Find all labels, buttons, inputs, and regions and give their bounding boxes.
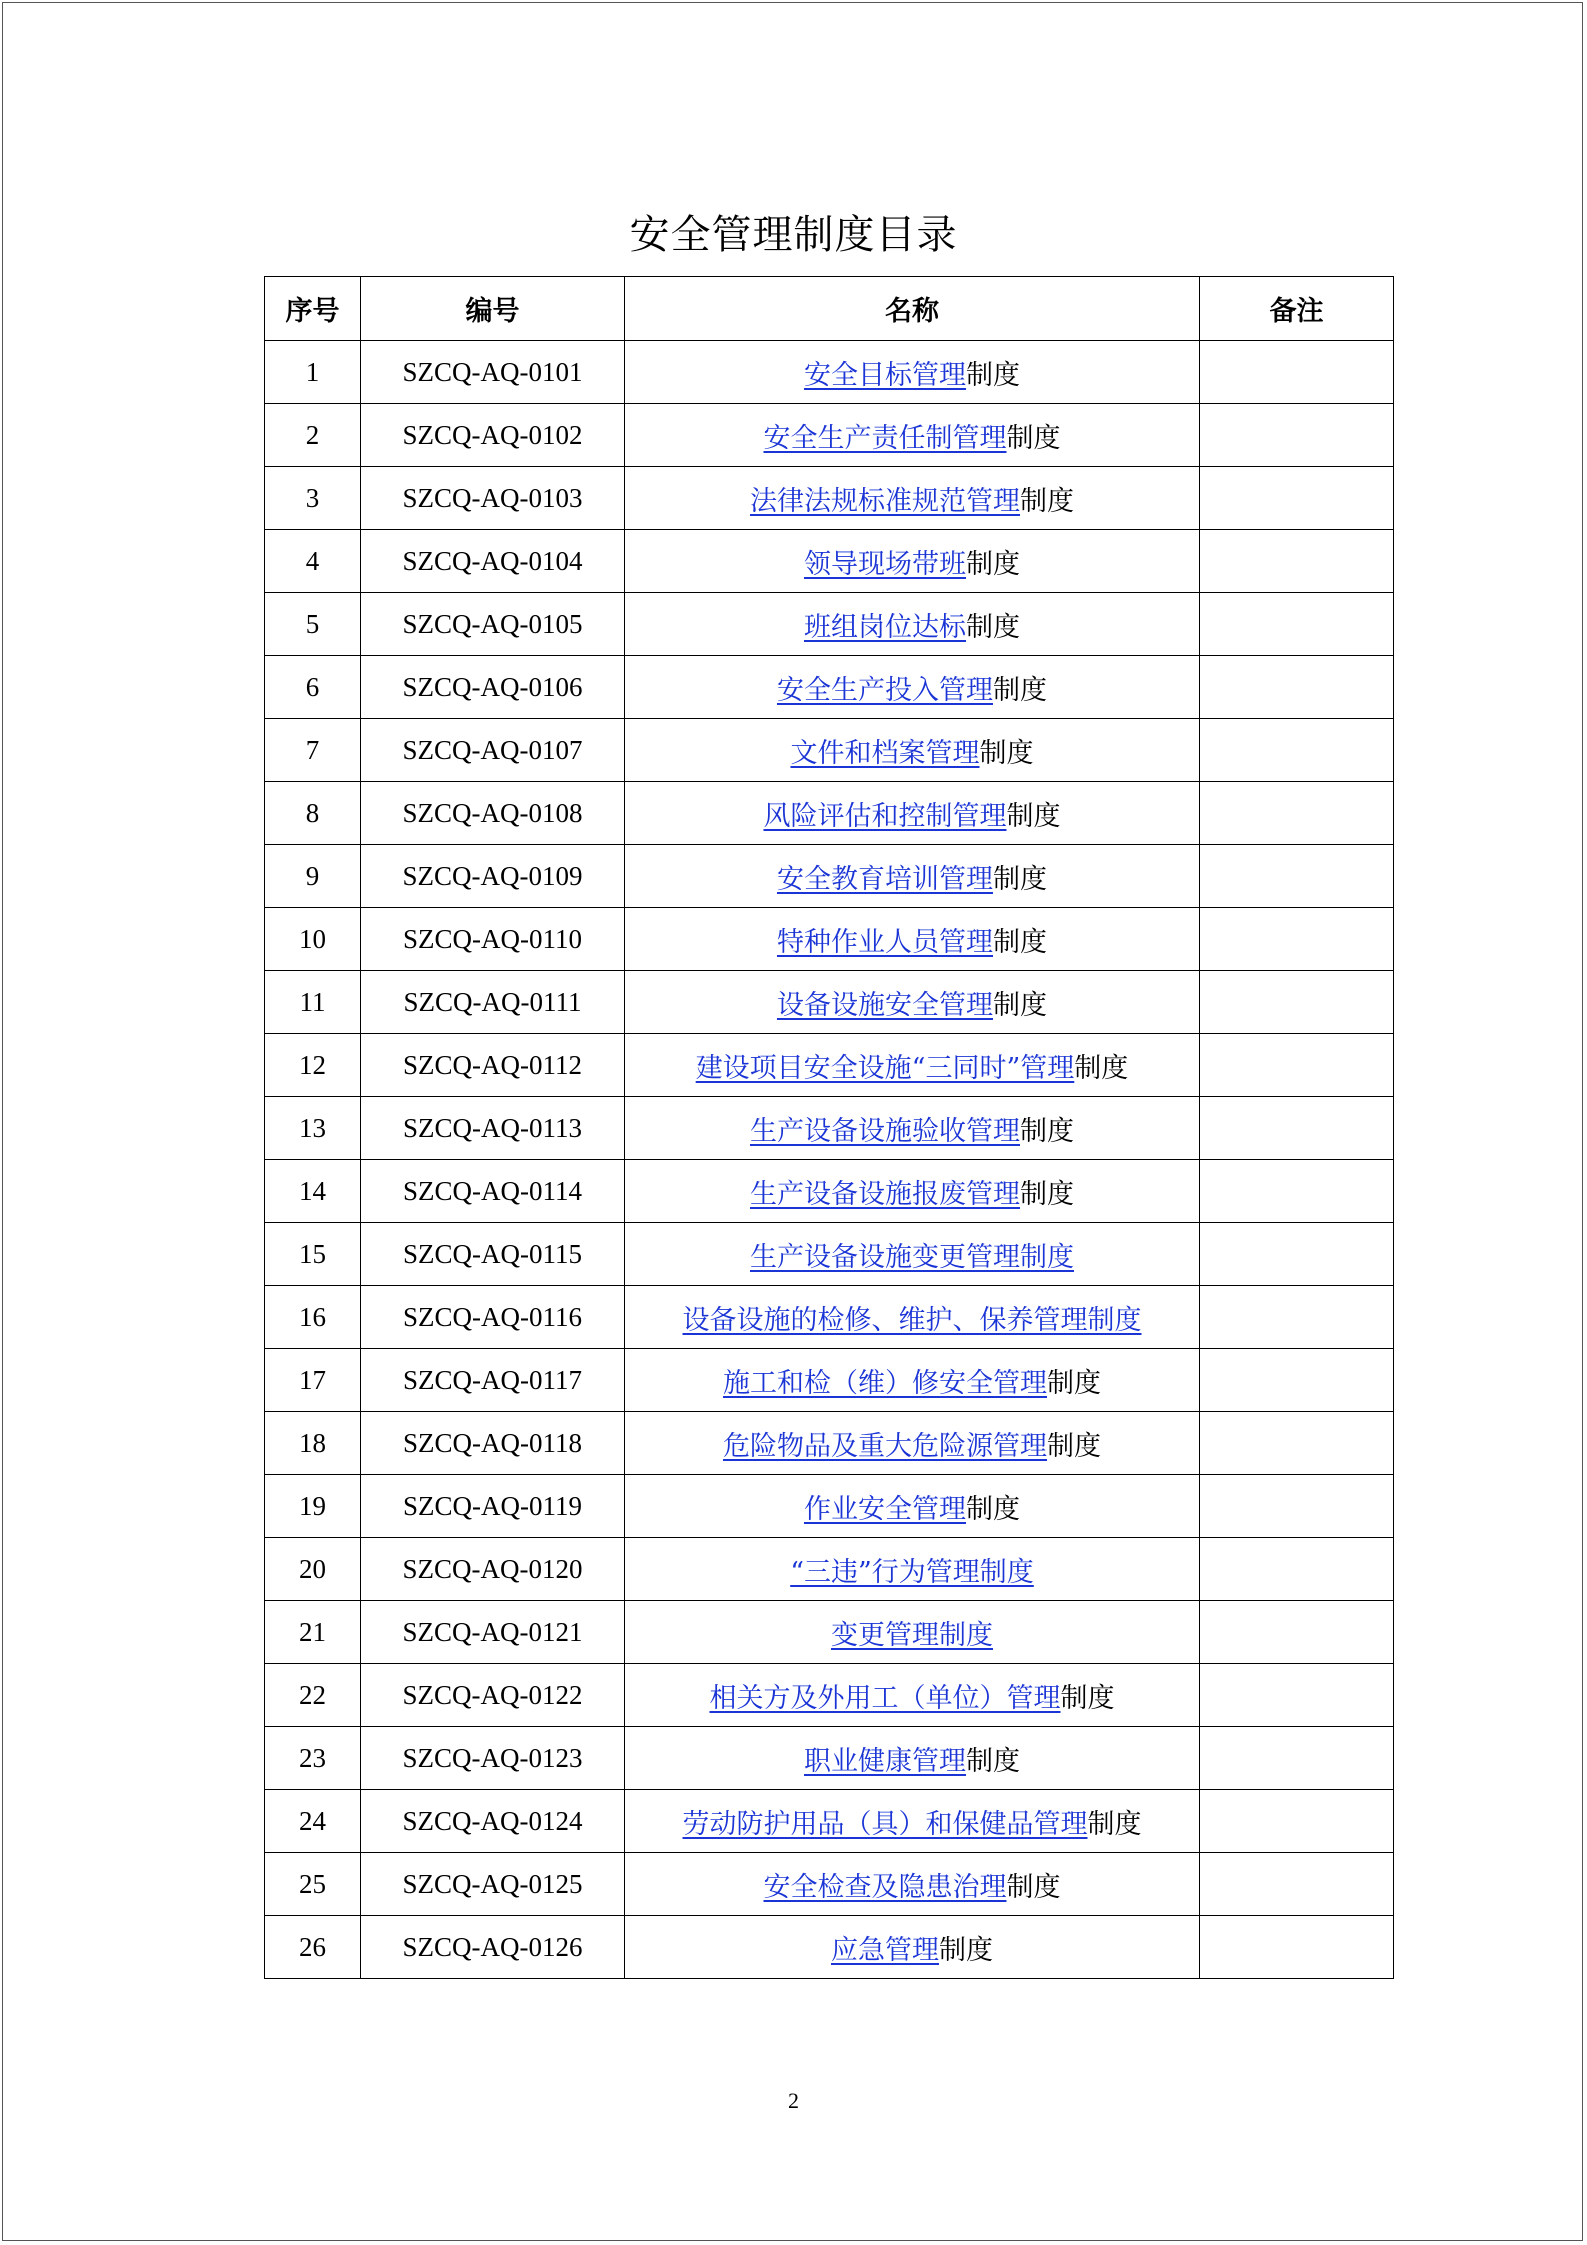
table-row	[265, 1034, 1394, 1097]
row-remarks	[1200, 656, 1394, 719]
row-code: SZCQ-AQ-0106	[361, 656, 625, 719]
row-serial: 17	[265, 1349, 361, 1412]
row-serial: 7	[265, 719, 361, 782]
header-name: 名称	[625, 277, 1200, 341]
row-code: SZCQ-AQ-0107	[361, 719, 625, 782]
regulation-suffix: 制度	[979, 737, 1034, 769]
row-serial: 14	[265, 1160, 361, 1223]
row-remarks	[1200, 1034, 1394, 1097]
row-remarks	[1200, 1097, 1394, 1160]
regulation-link[interactable]: 领导现场带班	[804, 548, 966, 580]
row-code: SZCQ-AQ-0113	[361, 1097, 625, 1160]
header-serial: 序号	[265, 277, 361, 341]
row-code: SZCQ-AQ-0112	[361, 1034, 625, 1097]
row-remarks	[1200, 1601, 1394, 1664]
row-remarks	[1200, 1538, 1394, 1601]
regulation-suffix: 制度	[1020, 1178, 1074, 1210]
row-serial: 4	[265, 530, 361, 593]
regulation-link[interactable]: 作业安全管理	[804, 1493, 966, 1525]
row-code: SZCQ-AQ-0103	[361, 467, 625, 530]
row-name	[625, 1727, 1200, 1790]
row-name	[625, 593, 1200, 656]
row-name	[625, 1160, 1200, 1223]
regulation-suffix: 制度	[1006, 1871, 1061, 1903]
regulation-link[interactable]: 设备设施的检修、维护、保养管理制度	[682, 1304, 1142, 1336]
row-code: SZCQ-AQ-0125	[361, 1853, 625, 1916]
row-name	[625, 1790, 1200, 1853]
row-serial: 16	[265, 1286, 361, 1349]
table-row	[265, 1223, 1394, 1286]
table-row	[265, 1160, 1394, 1223]
table-row	[265, 467, 1394, 530]
regulation-link[interactable]: 建设项目安全设施“三同时”管理	[695, 1052, 1075, 1084]
row-remarks	[1200, 1412, 1394, 1475]
table-row	[265, 782, 1394, 845]
row-serial: 24	[265, 1790, 361, 1853]
page-title: 安全管理制度目录	[629, 212, 958, 258]
table-row	[265, 1538, 1394, 1601]
row-code: SZCQ-AQ-0119	[361, 1475, 625, 1538]
row-code: SZCQ-AQ-0126	[361, 1916, 625, 1979]
table-row	[265, 1412, 1394, 1475]
regulation-link[interactable]: 生产设备设施报废管理	[750, 1178, 1020, 1210]
regulation-link[interactable]: 相关方及外用工（单位）管理	[709, 1682, 1061, 1714]
row-code: SZCQ-AQ-0111	[361, 971, 625, 1034]
row-name	[625, 1601, 1200, 1664]
table-row	[265, 1790, 1394, 1853]
regulation-suffix: 制度	[993, 674, 1047, 706]
table-row	[265, 341, 1394, 404]
regulation-suffix: 制度	[966, 1745, 1020, 1777]
regulation-link[interactable]: 应急管理	[831, 1934, 939, 1966]
row-name	[625, 971, 1200, 1034]
regulation-suffix: 制度	[966, 359, 1020, 391]
regulation-suffix: 制度	[966, 611, 1020, 643]
regulation-suffix: 制度	[993, 989, 1047, 1021]
regulation-link[interactable]: 安全检查及隐患治理	[763, 1871, 1007, 1903]
header-remarks: 备注	[1200, 277, 1394, 341]
header-code: 编号	[361, 277, 625, 341]
row-name	[625, 341, 1200, 404]
regulation-link[interactable]: 安全目标管理	[804, 359, 966, 391]
row-remarks	[1200, 1160, 1394, 1223]
row-serial: 20	[265, 1538, 361, 1601]
table-row	[265, 656, 1394, 719]
row-remarks	[1200, 1916, 1394, 1979]
row-serial: 9	[265, 845, 361, 908]
regulation-suffix: 制度	[1047, 1430, 1101, 1462]
row-remarks	[1200, 1286, 1394, 1349]
regulation-link[interactable]: 生产设备设施验收管理	[750, 1115, 1020, 1147]
row-name	[625, 1853, 1200, 1916]
row-name	[625, 1034, 1200, 1097]
row-serial: 22	[265, 1664, 361, 1727]
row-serial: 10	[265, 908, 361, 971]
row-name	[625, 782, 1200, 845]
regulation-link[interactable]: 班组岗位达标	[804, 611, 966, 643]
row-serial: 15	[265, 1223, 361, 1286]
row-code: SZCQ-AQ-0118	[361, 1412, 625, 1475]
row-remarks	[1200, 593, 1394, 656]
regulation-link[interactable]: 职业健康管理	[804, 1745, 966, 1777]
table-row	[265, 530, 1394, 593]
row-code: SZCQ-AQ-0117	[361, 1349, 625, 1412]
table-row	[265, 1475, 1394, 1538]
row-code: SZCQ-AQ-0122	[361, 1664, 625, 1727]
regulations-table	[264, 276, 1394, 1979]
regulation-link[interactable]: 特种作业人员管理	[777, 926, 993, 958]
row-code: SZCQ-AQ-0114	[361, 1160, 625, 1223]
row-name	[625, 1538, 1200, 1601]
table-row	[265, 1916, 1394, 1979]
regulation-suffix: 制度	[993, 926, 1047, 958]
regulation-suffix: 制度	[1047, 1367, 1101, 1399]
regulation-suffix: 制度	[966, 1493, 1020, 1525]
regulation-link[interactable]: 生产设备设施变更管理制度	[750, 1241, 1074, 1273]
row-remarks	[1200, 971, 1394, 1034]
row-remarks	[1200, 530, 1394, 593]
regulation-suffix: 制度	[1074, 1052, 1129, 1084]
regulation-link[interactable]: “三违”行为管理制度	[790, 1556, 1034, 1588]
regulation-suffix: 制度	[1060, 1682, 1115, 1714]
row-code: SZCQ-AQ-0120	[361, 1538, 625, 1601]
row-code: SZCQ-AQ-0104	[361, 530, 625, 593]
row-name	[625, 1475, 1200, 1538]
table-row	[265, 908, 1394, 971]
row-name	[625, 719, 1200, 782]
table-row	[265, 593, 1394, 656]
regulation-link[interactable]: 安全生产责任制管理	[763, 422, 1007, 454]
regulation-suffix: 制度	[1020, 1115, 1074, 1147]
row-serial: 21	[265, 1601, 361, 1664]
row-code: SZCQ-AQ-0102	[361, 404, 625, 467]
regulation-suffix: 制度	[939, 1934, 993, 1966]
row-serial: 12	[265, 1034, 361, 1097]
row-remarks	[1200, 1790, 1394, 1853]
row-serial: 1	[265, 341, 361, 404]
row-remarks	[1200, 1475, 1394, 1538]
regulation-suffix: 制度	[966, 548, 1020, 580]
row-code: SZCQ-AQ-0105	[361, 593, 625, 656]
row-name	[625, 1412, 1200, 1475]
regulation-suffix: 制度	[1020, 485, 1074, 517]
row-name	[625, 656, 1200, 719]
row-name	[625, 908, 1200, 971]
regulation-link[interactable]: 风险评估和控制管理	[763, 800, 1007, 832]
regulation-suffix: 制度	[1087, 1808, 1142, 1840]
row-code: SZCQ-AQ-0108	[361, 782, 625, 845]
row-name	[625, 1223, 1200, 1286]
table-row	[265, 1349, 1394, 1412]
table-row	[265, 1286, 1394, 1349]
table-row	[265, 404, 1394, 467]
row-remarks	[1200, 1664, 1394, 1727]
regulation-link[interactable]: 劳动防护用品（具）和保健品管理	[682, 1808, 1088, 1840]
row-serial: 6	[265, 656, 361, 719]
row-serial: 11	[265, 971, 361, 1034]
table-row	[265, 1601, 1394, 1664]
row-serial: 19	[265, 1475, 361, 1538]
row-code: SZCQ-AQ-0109	[361, 845, 625, 908]
regulation-link[interactable]: 法律法规标准规范管理	[750, 485, 1020, 517]
table-row	[265, 1097, 1394, 1160]
table-row	[265, 1664, 1394, 1727]
row-name	[625, 1097, 1200, 1160]
regulation-link[interactable]: 变更管理制度	[831, 1619, 993, 1651]
row-remarks	[1200, 845, 1394, 908]
regulation-link[interactable]: 安全教育培训管理	[777, 863, 993, 895]
regulation-suffix: 制度	[993, 863, 1047, 895]
regulation-link[interactable]: 安全生产投入管理	[777, 674, 993, 706]
table-row	[265, 719, 1394, 782]
row-remarks	[1200, 404, 1394, 467]
row-code: SZCQ-AQ-0116	[361, 1286, 625, 1349]
table-row	[265, 971, 1394, 1034]
row-name	[625, 1286, 1200, 1349]
row-serial: 2	[265, 404, 361, 467]
row-serial: 13	[265, 1097, 361, 1160]
row-name	[625, 467, 1200, 530]
regulation-suffix: 制度	[1006, 422, 1061, 454]
row-code: SZCQ-AQ-0115	[361, 1223, 625, 1286]
row-serial: 25	[265, 1853, 361, 1916]
regulation-link[interactable]: 文件和档案管理	[790, 737, 980, 769]
row-serial: 18	[265, 1412, 361, 1475]
row-serial: 5	[265, 593, 361, 656]
regulation-suffix: 制度	[1006, 800, 1061, 832]
row-remarks	[1200, 1223, 1394, 1286]
row-remarks	[1200, 908, 1394, 971]
row-remarks	[1200, 1727, 1394, 1790]
row-name	[625, 404, 1200, 467]
row-code: SZCQ-AQ-0101	[361, 341, 625, 404]
table-row	[265, 845, 1394, 908]
row-code: SZCQ-AQ-0121	[361, 1601, 625, 1664]
row-remarks	[1200, 1853, 1394, 1916]
row-name	[625, 530, 1200, 593]
table-body	[265, 341, 1394, 1979]
row-serial: 8	[265, 782, 361, 845]
table-row	[265, 1727, 1394, 1790]
row-name	[625, 845, 1200, 908]
regulation-link[interactable]: 危险物品及重大危险源管理	[723, 1430, 1047, 1462]
row-name	[625, 1664, 1200, 1727]
row-name	[625, 1349, 1200, 1412]
row-remarks	[1200, 341, 1394, 404]
row-remarks	[1200, 467, 1394, 530]
row-code: SZCQ-AQ-0110	[361, 908, 625, 971]
row-remarks	[1200, 782, 1394, 845]
row-remarks	[1200, 719, 1394, 782]
row-code: SZCQ-AQ-0124	[361, 1790, 625, 1853]
row-remarks	[1200, 1349, 1394, 1412]
page-number: 2	[788, 2088, 799, 2113]
regulation-link[interactable]: 设备设施安全管理	[777, 989, 993, 1021]
row-name	[625, 1916, 1200, 1979]
table-row	[265, 1853, 1394, 1916]
row-serial: 3	[265, 467, 361, 530]
row-code: SZCQ-AQ-0123	[361, 1727, 625, 1790]
table-header-row	[265, 277, 1394, 341]
regulation-link[interactable]: 施工和检（维）修安全管理	[723, 1367, 1047, 1399]
row-serial: 26	[265, 1916, 361, 1979]
row-serial: 23	[265, 1727, 361, 1790]
